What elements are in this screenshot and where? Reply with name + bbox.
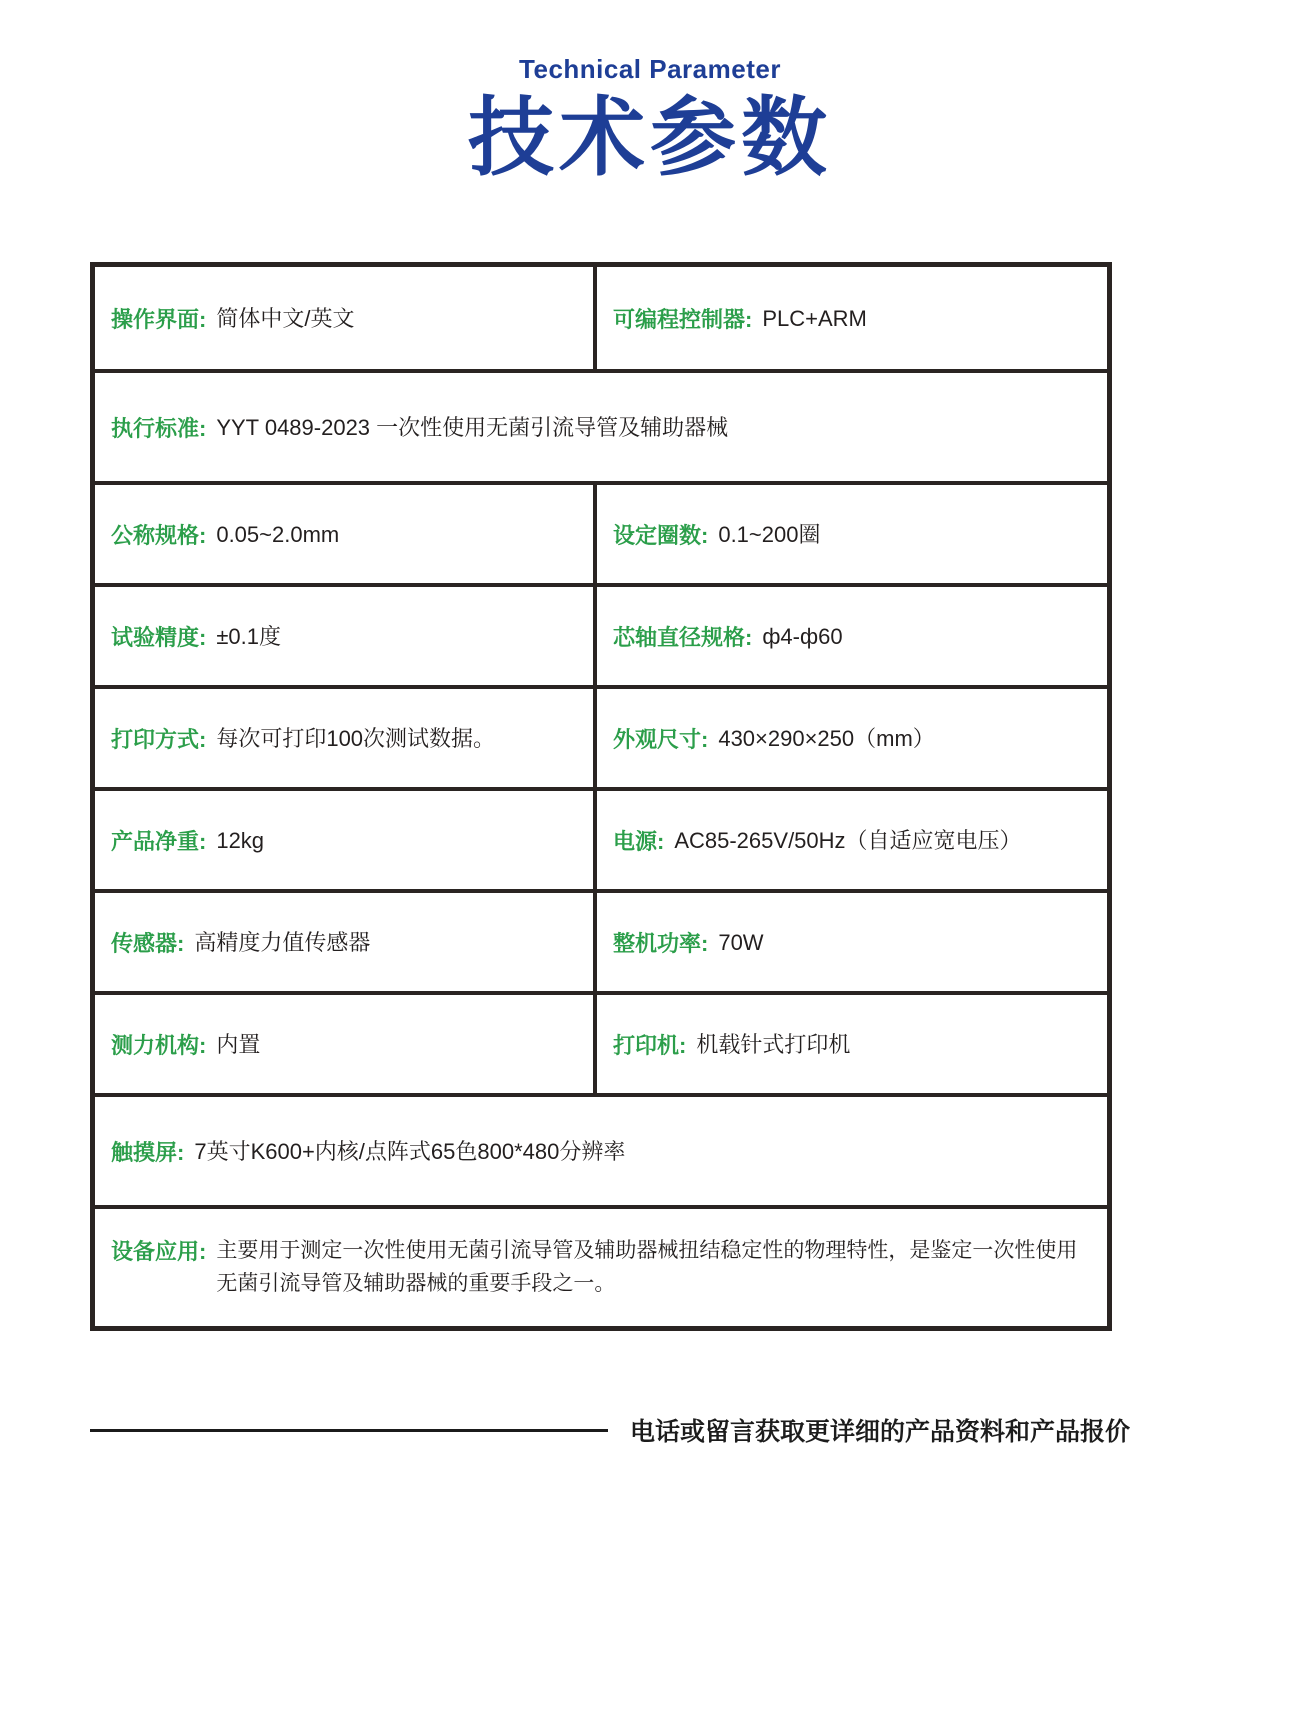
- param-value: 0.05~2.0mm: [216, 521, 340, 547]
- footer: [90, 1412, 1131, 1448]
- param-value: 机载针式打印机: [696, 1031, 851, 1057]
- param-value: 430×290×250（mm）: [718, 725, 935, 751]
- table-cell: [95, 893, 597, 991]
- table-cell: [95, 267, 597, 369]
- subtitle-en: Technical Parameter: [519, 54, 781, 84]
- table-row: [95, 787, 1107, 889]
- table-cell: [597, 689, 1107, 787]
- param-label: 传感器:: [111, 930, 185, 956]
- param-label: 触摸屏:: [111, 1139, 185, 1165]
- param-value: PLC+ARM: [762, 305, 867, 331]
- table-row: [95, 1205, 1107, 1326]
- table-cell: [95, 485, 597, 583]
- param-label: 电源:: [613, 828, 665, 854]
- param-value: 内置: [216, 1031, 261, 1057]
- table-cell: [95, 791, 597, 889]
- param-label: 产品净重:: [111, 828, 207, 854]
- table-cell: [95, 1209, 1107, 1326]
- table-cell: [597, 485, 1107, 583]
- table-cell: [95, 689, 597, 787]
- param-value: 12kg: [216, 827, 265, 853]
- table-row: [95, 991, 1107, 1093]
- param-value: 简体中文/英文: [216, 305, 355, 331]
- param-value: ±0.1度: [216, 623, 281, 649]
- table-row: [95, 685, 1107, 787]
- param-value: 主要用于测定一次性使用无菌引流导管及辅助器械扭结稳定性的物理特性，是鉴定一次性使用无菌引流导管及辅助器械的重要手段之一。: [216, 1239, 1078, 1295]
- table-row: [95, 889, 1107, 991]
- param-value: 高精度力值传感器: [194, 929, 371, 955]
- table-cell: [597, 267, 1107, 369]
- table-cell: [597, 587, 1107, 685]
- table-cell: [597, 791, 1107, 889]
- table-cell: [95, 995, 597, 1093]
- param-label: 外观尺寸:: [613, 726, 709, 752]
- param-label: 操作界面:: [111, 306, 207, 332]
- param-label: 设定圈数:: [613, 522, 709, 548]
- footer-note: 电话或留言获取更详细的产品资料和产品报价: [630, 1418, 1131, 1446]
- table-row: [95, 369, 1107, 481]
- param-label: 整机功率:: [613, 930, 709, 956]
- table-cell: [597, 995, 1107, 1093]
- param-value: 每次可打印100次测试数据。: [216, 725, 496, 751]
- param-value: 0.1~200圈: [718, 521, 821, 547]
- param-label: 测力机构:: [111, 1032, 207, 1058]
- table-row: [95, 1093, 1107, 1205]
- param-label: 打印机:: [613, 1032, 687, 1058]
- footer-divider-line: [90, 1429, 608, 1432]
- table-row: [95, 583, 1107, 685]
- page-header: [0, 54, 1300, 186]
- table-row: [95, 481, 1107, 583]
- param-label: 试验精度:: [111, 624, 207, 650]
- table-row: [95, 267, 1107, 369]
- table-cell: [95, 373, 1107, 481]
- param-label: 设备应用:: [111, 1239, 207, 1264]
- table-cell: [95, 1097, 1107, 1205]
- param-label: 打印方式:: [111, 726, 207, 752]
- param-label: 公称规格:: [111, 522, 207, 548]
- table-cell: [597, 893, 1107, 991]
- param-label: 芯轴直径规格:: [613, 624, 753, 650]
- param-label: 可编程控制器:: [613, 306, 753, 332]
- param-value: AC85-265V/50Hz（自适应宽电压）: [674, 827, 1022, 853]
- param-value: 7英寸K600+内核/点阵式65色800*480分辨率: [194, 1138, 626, 1164]
- page-title: 技术参数: [468, 90, 832, 186]
- param-value: ф4-ф60: [762, 623, 843, 649]
- parameters-table: [90, 262, 1112, 1331]
- param-value: YYT 0489-2023 一次性使用无菌引流导管及辅助器械: [216, 414, 729, 440]
- param-value: 70W: [718, 929, 764, 955]
- param-label: 执行标准:: [111, 415, 207, 441]
- table-cell: [95, 587, 597, 685]
